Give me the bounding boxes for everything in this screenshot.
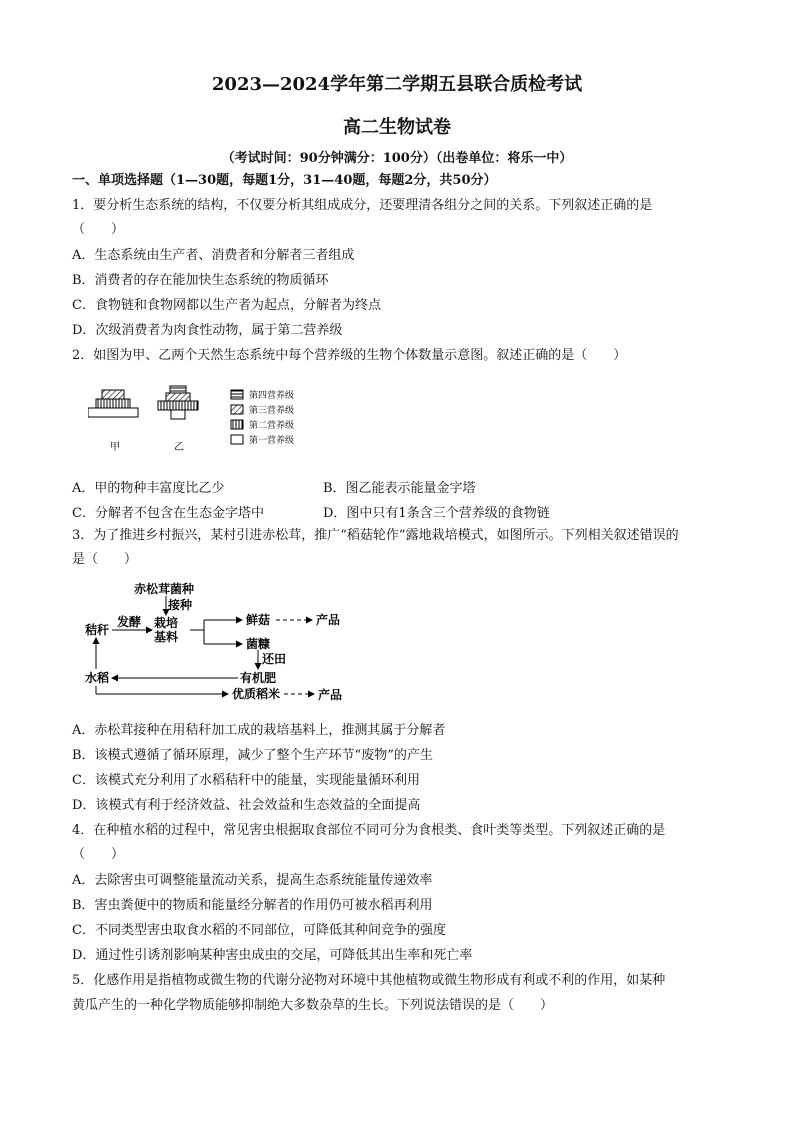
node-bran: 菌糠 bbox=[246, 637, 271, 651]
q5-stem-cont: 黄瓜产生的一种化学物质能够抑制绝大多数杂草的生长。下列说法错误的是（ ） bbox=[72, 998, 554, 1013]
q3-option-a: A．赤松茸接种在用秸秆加工成的栽培基料上，推测其属于分解者 bbox=[72, 723, 446, 738]
q4-option-a: A．去除害虫可调整能量流动关系，提高生态系统能量传递效率 bbox=[72, 873, 433, 888]
q3-flow-diagram bbox=[80, 578, 370, 706]
node-base-1: 栽培 bbox=[154, 616, 179, 630]
q1-option-c: C．食物链和食物网都以生产者为起点，分解者为终点 bbox=[72, 298, 381, 313]
q2-option-b: B．图乙能表示能量金字塔 bbox=[323, 481, 476, 496]
node-rice: 水稻 bbox=[85, 671, 110, 685]
node-organic: 有机肥 bbox=[240, 671, 277, 685]
q4-stem-cont: （ ） bbox=[72, 847, 125, 862]
q3-stem: 3．为了推进乡村振兴，某村引进赤松茸，推广“稻菇轮作”露地栽培模式，如图所示。下列相关叙述错误的 bbox=[72, 528, 679, 543]
q1-stem: 1．要分析生态系统的结构，不仅要分析其组成成分，还要理清各组分之间的关系。下列叙述正确的是 bbox=[72, 198, 653, 213]
label-yi: 乙 bbox=[174, 442, 184, 453]
legend-level4: 第四营养级 bbox=[249, 391, 295, 401]
pyramid-b bbox=[158, 386, 198, 419]
node-return: 还田 bbox=[262, 652, 287, 666]
q1-option-a: A．生态系统由生产者、消费者和分解者三者组成 bbox=[72, 248, 355, 263]
q1-option-d: D．次级消费者为肉食性动物，属于第二营养级 bbox=[72, 323, 343, 338]
legend-level2: 第二营养级 bbox=[249, 421, 295, 431]
q4-option-b: B．害虫粪便中的物质和能量经分解者的作用仍可被水稻再利用 bbox=[72, 898, 433, 913]
node-product-1: 产品 bbox=[316, 613, 341, 627]
q4-option-c: C．不同类型害虫取食水稻的不同部位，可降低其种间竞争的强度 bbox=[72, 923, 446, 938]
node-product-2: 产品 bbox=[318, 688, 343, 702]
q4-stem: 4．在种植水稻的过程中，常见害虫根据取食部位不同可分为食根类、食叶类等类型。下列叙述正确的是 bbox=[72, 823, 666, 838]
legend-level3: 第三营养级 bbox=[249, 406, 295, 416]
q2-option-a: A．甲的物种丰富度比乙少 bbox=[72, 481, 225, 496]
section-heading: 一、单项选择题（1—30题，每题1分，31—40题，每题2分，共50分） bbox=[72, 173, 497, 188]
node-straw: 秸秆 bbox=[85, 623, 110, 637]
exam-title: 2023—2024学年第二学期五县联合质检考试 bbox=[211, 74, 583, 95]
q2-pyramid-figure bbox=[88, 384, 318, 456]
q2-stem: 2．如图为甲、乙两个天然生态系统中每个营养级的生物个体数量示意图。叙述正确的是（ ） bbox=[72, 348, 627, 363]
label-jia: 甲 bbox=[110, 442, 120, 453]
exam-info: （考试时间：90分钟满分：100分）（出卷单位：将乐一中） bbox=[221, 151, 573, 166]
legend-level1: 第一营养级 bbox=[249, 436, 295, 446]
q3-option-d: D．该模式有利于经济效益、社会效益和生态效益的全面提高 bbox=[72, 798, 421, 813]
q2-option-c: C．分解者不包含在生态金字塔中 bbox=[72, 506, 264, 521]
q3-option-c: C．该模式充分利用了水稻秸秆中的能量，实现能量循环利用 bbox=[72, 773, 420, 788]
node-base-2: 基料 bbox=[154, 630, 179, 644]
node-inoculate: 接种 bbox=[168, 598, 193, 612]
node-ferment: 发酵 bbox=[117, 615, 142, 629]
node-mushroom: 鲜菇 bbox=[246, 613, 271, 627]
q1-option-b: B．消费者的存在能加快生态系统的物质循环 bbox=[72, 273, 329, 288]
q1-stem-cont: （ ） bbox=[72, 222, 125, 237]
q4-option-d: D．通过性引诱剂影响某种害虫成虫的交尾，可降低其出生率和死亡率 bbox=[72, 948, 473, 963]
q2-option-d: D．图中只有1条含三个营养级的食物链 bbox=[323, 506, 550, 521]
pyramid-legend bbox=[231, 389, 294, 446]
q3-stem-cont: 是（ ） bbox=[72, 552, 138, 567]
exam-subtitle: 高二生物试卷 bbox=[343, 117, 451, 138]
node-seed: 赤松茸菌种 bbox=[134, 582, 195, 596]
q3-option-b: B．该模式遵循了循环原理，减少了整个生产环节“废物”的产生 bbox=[72, 748, 433, 763]
node-quality-rice: 优质稻米 bbox=[232, 687, 281, 701]
pyramid-a bbox=[88, 390, 138, 417]
q5-stem: 5．化感作用是指植物或微生物的代谢分泌物对环境中其他植物或微生物形成有利或不利的作用，如某种 bbox=[72, 973, 666, 988]
